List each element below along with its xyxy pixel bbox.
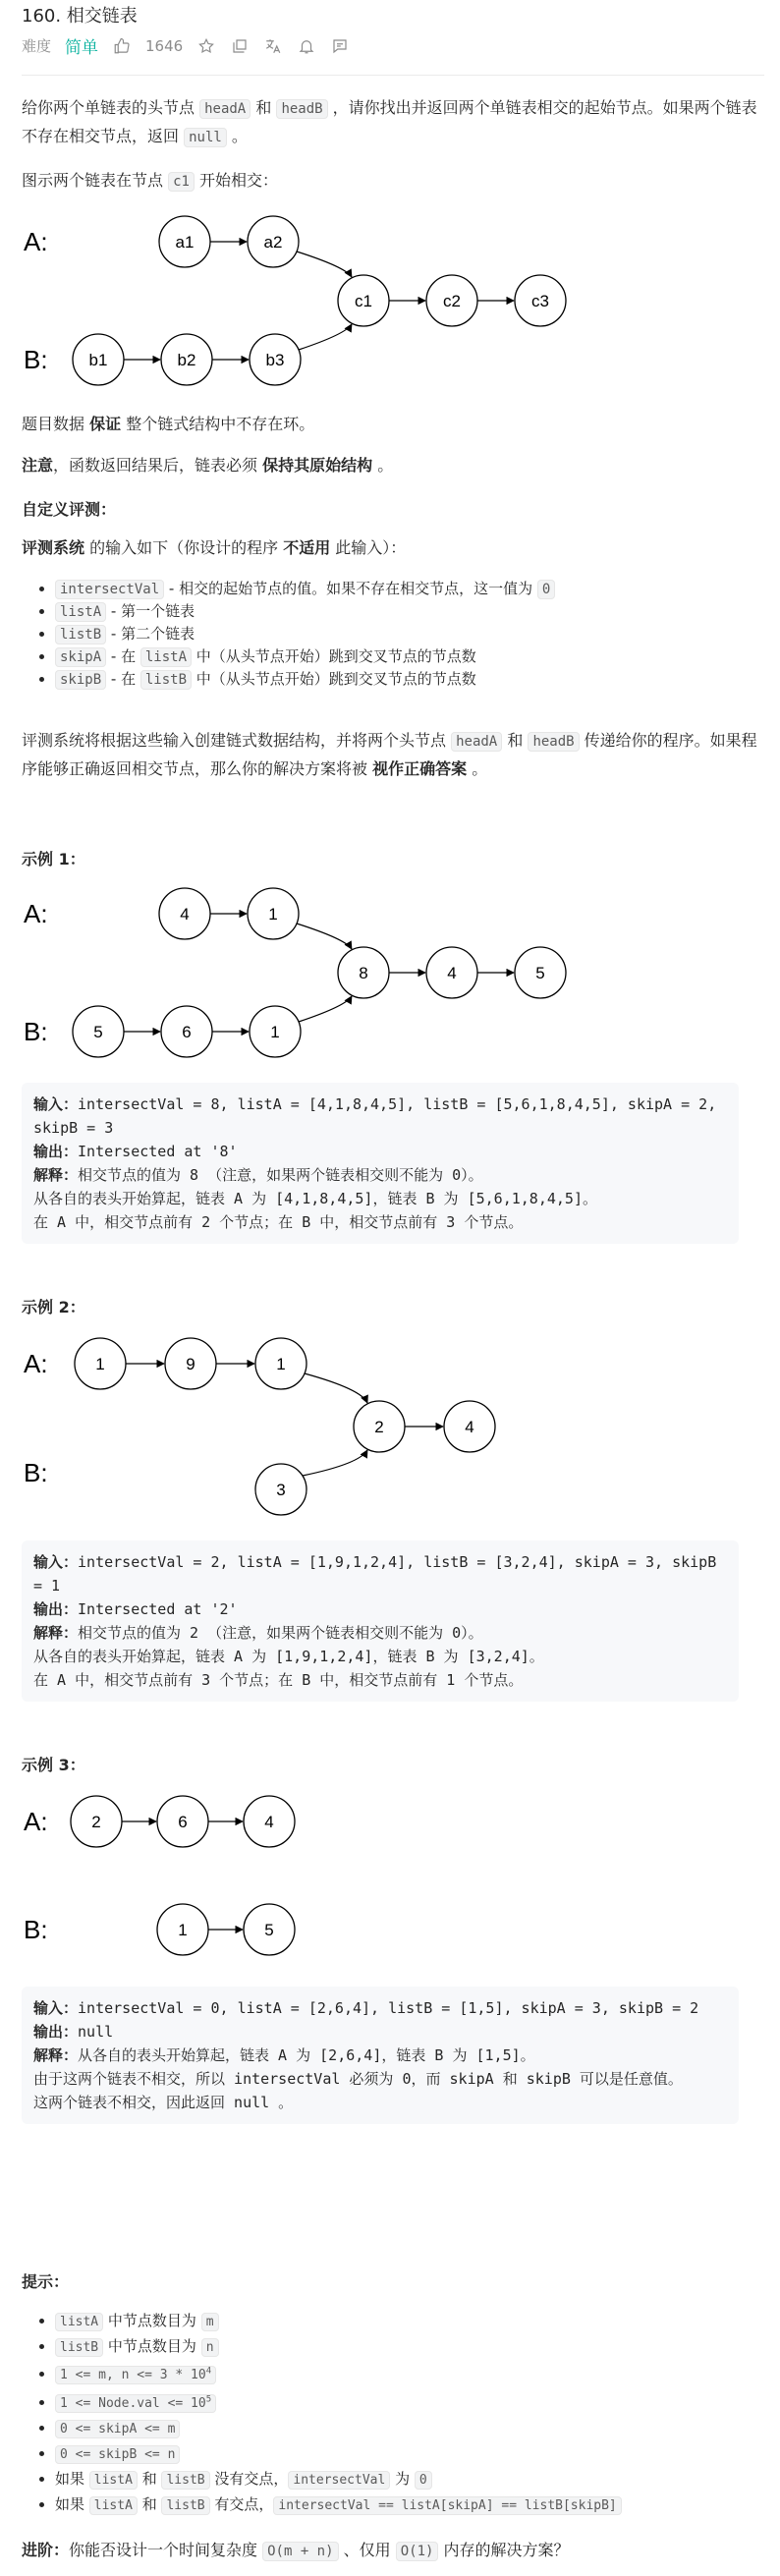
star-icon[interactable]	[196, 36, 216, 56]
svg-text:1: 1	[95, 1355, 105, 1373]
custom-judge-title: 自定义评测：	[22, 500, 117, 519]
text: 为	[390, 2469, 415, 2488]
example-2-io	[22, 1540, 739, 1702]
list-b-label: B:	[24, 1915, 48, 1944]
explain-text: 从各自的表头开始算起，链表 A 为 [1,9,1,2,4]，链表 B 为 [3,2,4]。	[33, 1648, 544, 1665]
svg-text:3: 3	[276, 1481, 286, 1499]
explain-text: 在 A 中，相交节点前有 3 个节点；在 B 中，相交节点前有 1 个节点。	[33, 1671, 524, 1689]
list-a-node	[71, 1796, 122, 1847]
text: 、仅用	[338, 2541, 396, 2559]
text: 内存的解决方案？	[438, 2541, 570, 2559]
no-cycle-note	[22, 411, 758, 438]
arrow-edge	[303, 1450, 367, 1476]
inline-code: listA	[89, 2471, 138, 2490]
input-label: 输入：	[33, 1095, 79, 1113]
shared-node	[354, 1401, 405, 1452]
svg-text:c2: c2	[443, 292, 461, 310]
text: 整个链式结构中不存在环。	[121, 415, 315, 433]
list-b-node	[250, 334, 301, 385]
text: 开始相交：	[194, 171, 279, 190]
text: 你能否设计一个时间复杂度	[69, 2541, 263, 2559]
bell-icon[interactable]	[297, 36, 316, 56]
text: 中（从头节点开始）跳到交叉节点的节点数	[192, 670, 476, 688]
shared-node	[444, 1401, 495, 1452]
text: 和	[251, 98, 277, 117]
text: - 相交的起始节点的值。如果不存在相交节点，这一值为	[164, 580, 537, 597]
output-label: 输出：	[33, 2023, 79, 2041]
example-3-diagram	[20, 1786, 570, 1983]
judge-input-list	[22, 578, 758, 691]
like-count: 1646	[145, 36, 184, 55]
shared-node	[338, 947, 389, 998]
shared-node	[426, 275, 477, 326]
inline-code: intersectVal	[288, 2471, 390, 2490]
list-b-label: B:	[24, 345, 48, 374]
inline-code: headB	[528, 732, 579, 752]
difficulty-badge: 简单	[65, 38, 99, 58]
svg-text:b2: b2	[177, 351, 196, 369]
output-value: Intersected at '2'	[78, 1600, 238, 1618]
svg-text:c1: c1	[355, 292, 372, 310]
inline-code: listB	[161, 2496, 209, 2515]
list-b-label: B:	[24, 1017, 48, 1046]
text: 图示两个链表在节点	[22, 171, 169, 190]
problem-meta	[22, 33, 350, 58]
list-item	[55, 578, 758, 600]
output-value: Intersected at '8'	[78, 1143, 238, 1160]
linked-list-diagram	[20, 206, 570, 403]
text: 和	[137, 2469, 162, 2488]
svg-text:2: 2	[91, 1813, 101, 1831]
svg-text:4: 4	[264, 1813, 274, 1831]
text: 的输入如下（你设计的程序	[84, 538, 284, 557]
svg-text:a2: a2	[263, 233, 283, 252]
text: 评测系统将根据这些输入创建链式数据结构，并将两个头节点	[22, 731, 452, 750]
list-item	[55, 2387, 768, 2415]
text: - 第二个链表	[106, 625, 195, 643]
list-a-node	[255, 1338, 306, 1389]
list-item	[55, 2360, 768, 2387]
bold-text: 保证	[89, 415, 122, 433]
inline-code: c1	[168, 172, 195, 192]
list-a-node	[165, 1338, 216, 1389]
header-divider	[22, 75, 764, 76]
arrow-edge	[299, 996, 352, 1022]
input-label: 输入：	[33, 1553, 79, 1571]
arrow-edge	[305, 1373, 367, 1403]
bold-text: 进阶：	[22, 2541, 70, 2559]
svg-text:6: 6	[182, 1023, 192, 1041]
list-a-label: A:	[24, 1349, 48, 1378]
text: 有交点，	[209, 2494, 274, 2513]
bold-text: 评测系统	[22, 538, 85, 557]
list-item	[55, 623, 758, 645]
inline-code: headB	[276, 99, 327, 119]
input-value: intersectVal = 0, listA = [2,6,4], listB = [1,5], skipA = 3, skipB = 2	[78, 1999, 699, 2017]
list-b-label: B:	[24, 1458, 48, 1487]
inline-code: null	[184, 128, 227, 147]
judge-description	[22, 727, 758, 783]
list-b-node	[255, 1464, 306, 1515]
explain-label: 解释：	[33, 2046, 79, 2064]
text: ，函数返回结果后，链表必须	[53, 456, 263, 475]
example-2-diagram	[20, 1328, 570, 1525]
bold-text: 不适用	[283, 538, 331, 557]
bold-text: 注意	[22, 456, 54, 475]
list-a-node	[159, 216, 210, 267]
note-paragraph	[22, 452, 758, 479]
svg-text:8: 8	[359, 964, 368, 982]
list-item	[55, 668, 758, 691]
list-b-node	[250, 1006, 301, 1057]
explain-label: 解释：	[33, 1624, 79, 1642]
svg-text:4: 4	[180, 905, 190, 924]
input-value: intersectVal = 8, listA = [4,1,8,4,5], listB = [5,6,1,8,4,5], skipA = 2, skipB = 3	[33, 1095, 726, 1137]
text: 。	[226, 127, 248, 145]
tips-title: 提示：	[22, 2272, 70, 2291]
list-a-node	[75, 1338, 126, 1389]
explain-text: 相交节点的值为 2 （注意，如果两个链表相交则不能为 0）。	[78, 1624, 483, 1642]
svg-text:b3: b3	[265, 351, 285, 369]
inline-code: O(m + n)	[262, 2542, 338, 2561]
text: 。	[467, 759, 488, 778]
list-a-node	[248, 888, 299, 939]
problem-title: 160. 相交链表	[22, 6, 138, 27]
inline-code: intersectVal == listA[skipA] == listB[skipB]	[273, 2496, 621, 2515]
text: 和	[137, 2494, 162, 2513]
inline-code: 0	[415, 2471, 432, 2490]
text: 传递给你的程序。如果程序能够正确返回相交节点，那么你的解决方案将被	[22, 731, 757, 778]
text: 题目数据	[22, 415, 90, 433]
text: 此输入）：	[330, 538, 407, 557]
svg-text:4: 4	[447, 964, 457, 982]
inline-code: listB	[140, 670, 192, 690]
svg-text:9: 9	[186, 1355, 195, 1373]
example-2-title: 示例 2：	[22, 1298, 85, 1316]
explain-label: 解释：	[33, 1166, 79, 1184]
svg-text:6: 6	[178, 1813, 188, 1831]
bold-text: 保持其原始结构	[262, 456, 373, 475]
svg-text:c3: c3	[531, 292, 549, 310]
text: 如果	[55, 2469, 89, 2488]
list-a-node	[157, 1796, 208, 1847]
text: 1 <= m, n <= 3 * 10	[60, 2368, 206, 2383]
text: ，请你找出并返回两个单链表相交的起始节点。如果两个链表不存在相交节点，返回	[22, 98, 757, 145]
list-a-node	[244, 1796, 295, 1847]
judge-input-intro	[22, 534, 758, 562]
list-b-node	[244, 1904, 295, 1955]
list-b-node	[73, 334, 124, 385]
example-1-diagram	[20, 878, 570, 1075]
output-label: 输出：	[33, 1600, 79, 1618]
explain-text: 相交节点的值为 8 （注意，如果两个链表相交则不能为 0）。	[78, 1166, 483, 1184]
text: 中（从头节点开始）跳到交叉节点的节点数	[192, 647, 476, 665]
list-item	[55, 2334, 768, 2360]
svg-text:1: 1	[178, 1921, 188, 1939]
translate-icon[interactable]	[263, 36, 283, 56]
text: 1 <= Node.val <= 10	[60, 2395, 206, 2411]
inline-code: skipB	[55, 670, 106, 690]
svg-text:2: 2	[374, 1418, 384, 1436]
shared-node	[515, 947, 566, 998]
inline-code: 0 <= skipA <= m	[55, 2420, 180, 2438]
list-b-node	[161, 334, 212, 385]
difficulty-label: 难度	[22, 37, 52, 55]
superscript: 4	[205, 2367, 212, 2377]
inline-code: listB	[55, 2338, 103, 2357]
text: - 第一个链表	[106, 602, 195, 620]
inline-code: 0	[537, 580, 555, 599]
text: 中节点数目为	[103, 2312, 201, 2329]
inline-code: m	[201, 2313, 219, 2331]
list-item	[55, 600, 758, 623]
list-b-node	[73, 1006, 124, 1057]
explain-text: 由于这两个链表不相交，所以 intersectVal 必须为 0，而 skipA 和 skipB 可以是任意值。	[33, 2070, 683, 2088]
svg-text:1: 1	[276, 1355, 286, 1373]
arrow-edge	[297, 924, 352, 949]
inline-code: headA	[451, 732, 502, 752]
list-b-node	[161, 1006, 212, 1057]
inline-code: skipA	[55, 647, 106, 667]
list-a-node	[159, 888, 210, 939]
svg-text:b1: b1	[88, 351, 108, 369]
input-label: 输入：	[33, 1999, 79, 2017]
svg-text:5: 5	[535, 964, 545, 982]
list-item	[55, 2416, 768, 2441]
example-3-title: 示例 3：	[22, 1756, 85, 1774]
svg-text:5: 5	[93, 1023, 103, 1041]
list-a-label: A:	[24, 1807, 48, 1836]
example-1-io	[22, 1083, 739, 1244]
inline-code: listB	[55, 625, 106, 644]
inline-code: headA	[199, 99, 251, 119]
list-a-node	[248, 216, 299, 267]
list-b-node	[157, 1904, 208, 1955]
explain-text: 在 A 中，相交节点前有 2 个节点；在 B 中，相交节点前有 3 个节点。	[33, 1213, 524, 1231]
list-a-label: A:	[24, 899, 48, 928]
svg-text:4: 4	[465, 1418, 474, 1436]
text: - 在	[106, 670, 140, 688]
svg-text:1: 1	[270, 1023, 280, 1041]
svg-text:5: 5	[264, 1921, 274, 1939]
list-item	[55, 2467, 768, 2492]
list-item	[55, 2309, 768, 2334]
input-value: intersectVal = 2, listA = [1,9,1,2,4], listB = [3,2,4], skipA = 3, skipB = 1	[33, 1553, 726, 1595]
text: 和	[502, 731, 529, 750]
example-1-title: 示例 1：	[22, 850, 85, 868]
advanced-paragraph	[22, 2537, 758, 2565]
text: 给你两个单链表的头节点	[22, 98, 200, 117]
list-a-label: A:	[24, 227, 48, 256]
superscript: 5	[205, 2394, 212, 2405]
inline-code: listA	[89, 2496, 138, 2515]
example-3-io	[22, 1987, 739, 2124]
list-item	[55, 645, 758, 668]
inline-code: intersectVal	[55, 580, 164, 599]
shared-node	[426, 947, 477, 998]
arrow-edge	[297, 252, 352, 277]
inline-code: listB	[161, 2471, 209, 2490]
inline-code	[55, 2394, 216, 2413]
arrow-edge	[299, 324, 352, 350]
inline-code	[55, 2366, 216, 2384]
text: 中节点数目为	[103, 2337, 201, 2355]
inline-code: listA	[55, 2313, 103, 2331]
list-item	[55, 2492, 768, 2518]
text: 如果	[55, 2494, 89, 2513]
like-icon[interactable]	[112, 36, 132, 56]
text: 没有交点，	[209, 2469, 289, 2488]
shared-node	[515, 275, 566, 326]
inline-code: n	[201, 2338, 219, 2357]
text: - 在	[106, 647, 140, 665]
output-value: null	[78, 2023, 114, 2041]
inline-code: listA	[55, 602, 106, 622]
figure-caption	[22, 167, 758, 196]
explain-text: 这两个链表不相交，因此返回 null 。	[33, 2094, 294, 2111]
feedback-icon[interactable]	[330, 36, 350, 56]
inline-code: listA	[140, 647, 192, 667]
explain-text: 从各自的表头开始算起，链表 A 为 [2,6,4]，链表 B 为 [1,5]。	[78, 2046, 535, 2064]
inline-code: 0 <= skipB <= n	[55, 2445, 180, 2464]
inline-code: O(1)	[396, 2542, 439, 2561]
text: 。	[372, 456, 394, 475]
explain-text: 从各自的表头开始算起，链表 A 为 [4,1,8,4,5]，链表 B 为 [5,6,1,8,4,5]。	[33, 1190, 597, 1207]
bold-text: 视作正确答案	[372, 759, 468, 778]
tips-list	[22, 2309, 768, 2518]
svg-text:a1: a1	[175, 233, 195, 252]
svg-text:1: 1	[268, 905, 278, 924]
list-item	[55, 2441, 768, 2467]
output-label: 输出：	[33, 1143, 79, 1160]
description-intro	[22, 94, 758, 151]
shared-node	[338, 275, 389, 326]
share-icon[interactable]	[230, 36, 250, 56]
